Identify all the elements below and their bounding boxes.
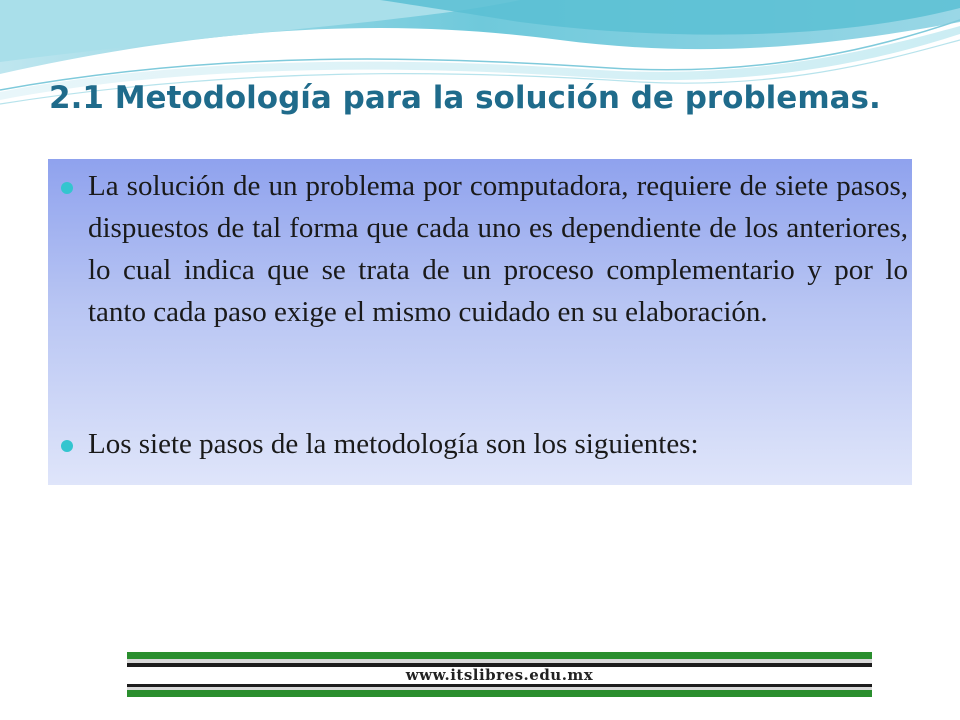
bullet-dot-icon — [61, 440, 73, 452]
footer-stripe — [127, 690, 872, 697]
footer-banner — [127, 652, 872, 697]
bullet-text: La solución de un problema por computadora, requiere de siete pasos, dispuestos de tal forma que cada uno es dependiente de los anteriores, lo cual indica que se trata de un proceso complementario y por lo tanto cada paso exige el mismo cuidado en su elaboración. — [88, 170, 908, 328]
bullet-dot-icon — [61, 182, 73, 194]
bullet-text: Los siete pasos de la metodología son los siguientes: — [88, 428, 699, 460]
footer-stripe — [127, 652, 872, 659]
slide-title: 2.1 Metodología para la solución de problemas. — [49, 80, 881, 116]
content-box — [48, 159, 912, 485]
footer-url: www.itslibres.edu.mx — [405, 666, 594, 684]
